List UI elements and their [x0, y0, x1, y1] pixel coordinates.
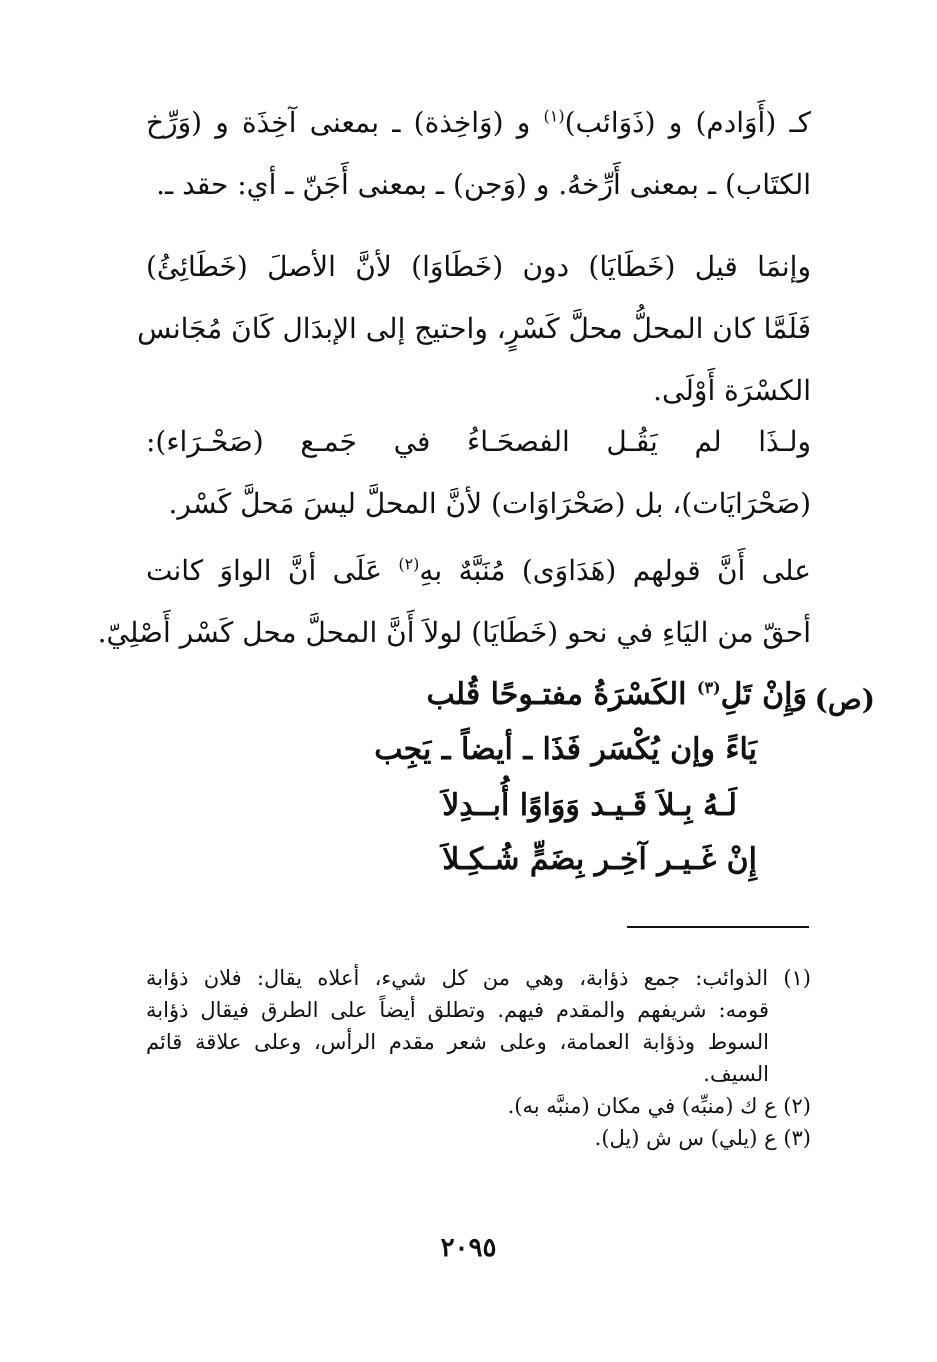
footnote-ref-1[interactable]: (١) [543, 106, 565, 126]
paragraph-1-line-1-start: كـ (أَوَادم) و (ذَوَائب) [564, 106, 812, 139]
paragraph-3-line-2: (صَحْرَايَات)، بل (صَحْرَاوَات) لأنَّ المحلَّ ليسَ مَحلَّ كَسْر. [168, 487, 811, 520]
footnote-1-line-3: السوط وذؤابة العمامة، وعلى شعر مقدم الرأس، وعلى علاقة قائم [146, 1030, 769, 1054]
verse-marker: (ص) [814, 683, 875, 716]
verse-line-2 [257, 722, 757, 777]
footnote-1-line-2: قومه: شريفهم والمقدم فيهم. وتطلق أيضاً على الطرق فيقال ذؤابة [146, 998, 769, 1022]
page-number: ٢٠٩٥ [440, 1233, 497, 1263]
footnote-1-line-1: (١) الذوائب: جمع ذؤابة، وهي من كل شيء، أعلاه يقال: فلان ذؤابة [146, 966, 811, 990]
footnote-ref-2[interactable]: (٢) [398, 554, 420, 574]
footnote-divider [627, 926, 809, 928]
paragraph-4-line-1 [146, 540, 811, 602]
paragraph-1-line-1-end: و (وَاخِذة) ـ بمعنى آخِذَة و (وَرِّخ [146, 106, 531, 139]
paragraph-1-line-1 [146, 92, 811, 154]
footnote-1-line-4: السيف. [703, 1062, 769, 1086]
paragraph-4 [97, 540, 811, 664]
footnote-2: (٢) ع ك (منبِّه) في مكان (منبَّه به). [507, 1094, 811, 1118]
verse-line-1-start: وَإِنْ تَلِ [720, 677, 807, 712]
paragraph-2 [137, 236, 811, 422]
paragraph-3-line-1: ولـذَا لم يَقُـل الفصحَـاءُ في جَمـع (صَحْـرَاء): [146, 425, 811, 458]
paragraph-4-line-1-start: على أَنَّ قولهم (هَدَاوَى) مُنَبَّهٌ بهِ [419, 554, 811, 587]
paragraph-1-line-2: الكتَاب) ـ بمعنى أَرِّخهُ. و (وَجن) ـ بمعنى أَجَنّ ـ أي: حقد ـ. [156, 168, 811, 201]
verse-line-3 [237, 778, 737, 833]
verse-line-4-text: إِنْ غَـيـر آخِـر بِضَمٍّ شُـكِـلاَ [442, 842, 757, 877]
footnotes [146, 962, 811, 1154]
verse-line-1 [307, 667, 807, 722]
paragraph-4-line-1-end: عَلَى أنَّ الواوَ كانت [146, 554, 382, 587]
verse-line-4 [257, 832, 757, 887]
paragraph-2-line-1: وإنمَا قيل (خَطَايَا) دون (خَطَاوَا) لأنَّ الأصلَ (خَطَائِئُ) [146, 250, 811, 283]
paragraph-2-line-2: فَلَمَّا كان المحلُّ محلَّ كَسْرٍ، واحتيج إلى الإبدَال كَانَ مُجَانس [137, 312, 811, 345]
footnote-3: (٣) ع (يلي) س ش (يل). [594, 1126, 811, 1150]
paragraph-4-line-2: أحقّ من اليَاءِ في نحو (خَطَايَا) لولاَ أَنَّ المحلَّ محل كَسْر أَصْلِيّ. [97, 616, 811, 649]
verse-line-1-end: الكَسْرَةُ مفتـوحًا قُلب [426, 677, 687, 712]
paragraph-2-line-3: الكسْرَة أَوْلَى. [653, 374, 811, 407]
paragraph-3 [146, 411, 811, 535]
paragraph-1 [146, 92, 811, 216]
footnote-ref-3[interactable]: (٣) [696, 678, 721, 697]
verse-line-2-text: يَاءً وإن يُكْسَر فَذَا ـ أيضاً ـ يَجِب [374, 732, 757, 767]
verse-line-3-text: لَـهُ بِـلاَ قَـيـد وَوَاوًا أُبــدِلاَ [442, 788, 737, 823]
